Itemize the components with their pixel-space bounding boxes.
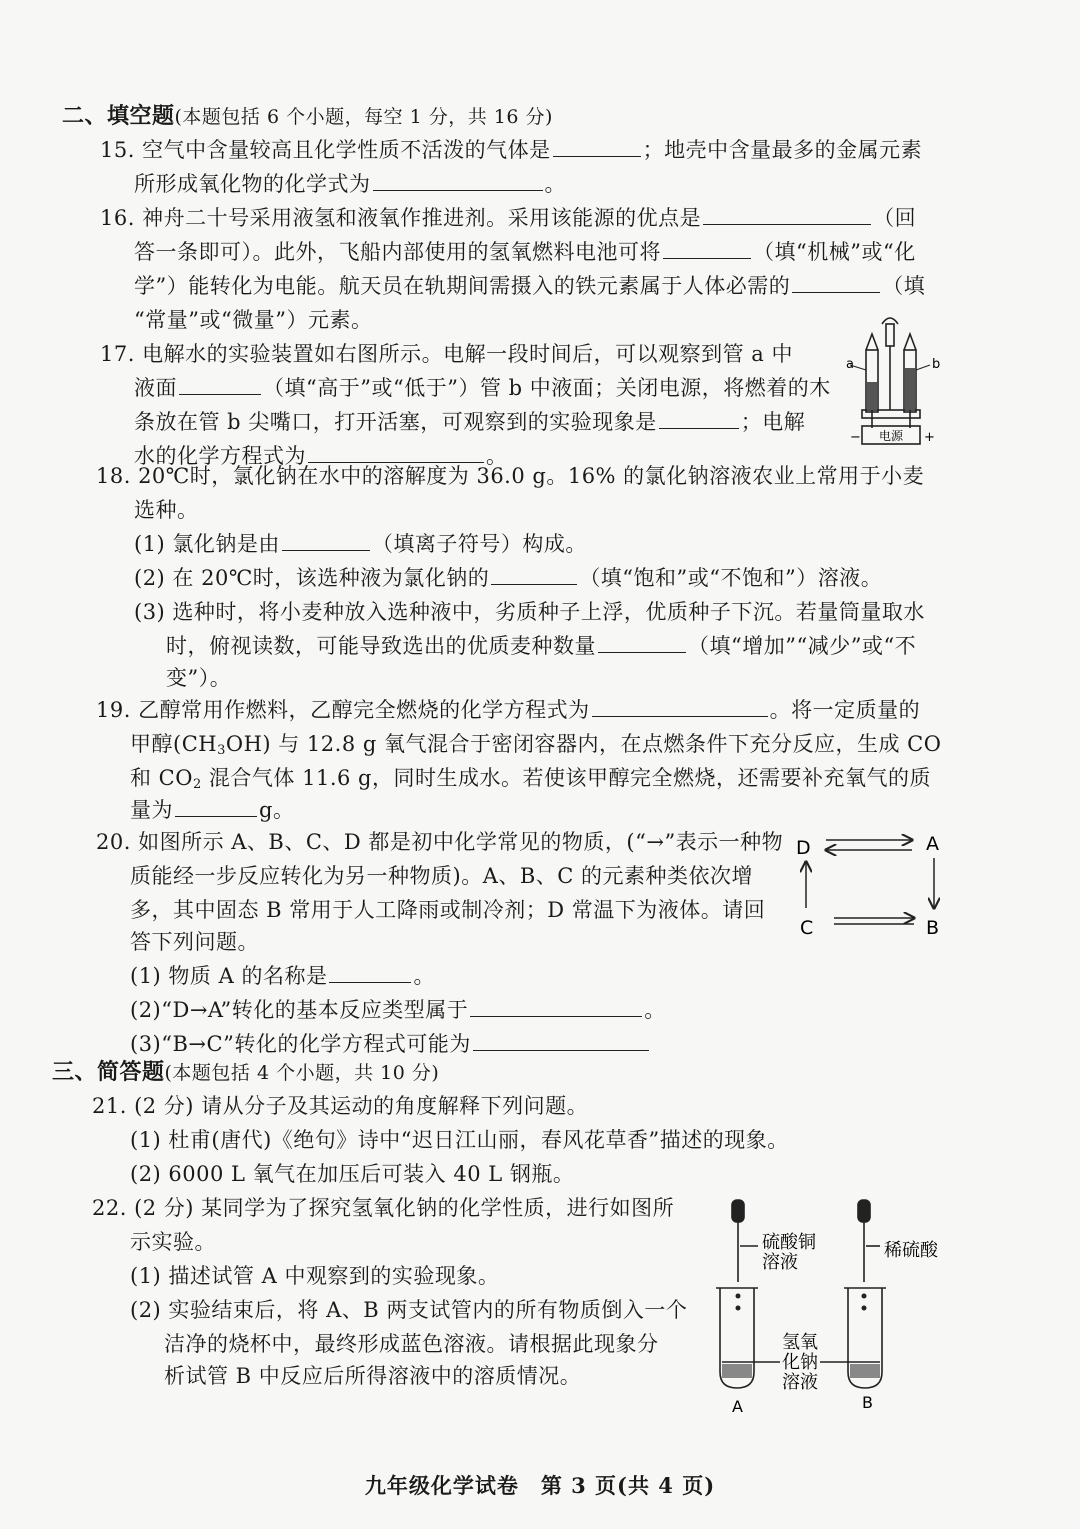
q16-line-2 (134, 238, 916, 266)
q21-sub-1: (1) 杜甫(唐代)《绝句》诗中“迟日江山丽，春风花草香”描述的现象。 (130, 1128, 789, 1152)
q22-sub-2-line-2: 洁净的烧杯中，最终形成蓝色溶液。请根据此现象分 (164, 1332, 659, 1356)
q16-text-2b: （填“机械”或“化 (753, 240, 916, 264)
q15-line-1 (100, 136, 922, 164)
tube-a-label: a (846, 357, 854, 372)
sodium-hydroxide-label-2: 化钠 (782, 1352, 818, 1373)
q15-text-2b: 。 (544, 172, 566, 196)
section-3-title: 三、简答题 (52, 1059, 165, 1085)
q17-text-4a: 水的化学方程式为 (134, 444, 306, 468)
q17-blank-2[interactable] (659, 408, 739, 429)
q18-sub-3-line-3: 变”）。 (166, 666, 232, 690)
q15-text-1b: ；地壳中含量最多的金属元素 (642, 138, 923, 162)
q16-line-1 (100, 204, 916, 232)
q16-line-3 (134, 272, 925, 300)
q19-text-2a: 甲醇(CH (130, 732, 218, 756)
q15-blank-1[interactable] (553, 136, 641, 157)
q18-sub-2 (134, 564, 882, 592)
sodium-hydroxide-label-1: 氢氧 (782, 1332, 818, 1353)
q18-sub-3-line-2 (166, 632, 916, 660)
q18-text-s3l2a: 时，俯视读数，可能导致选出的优质麦种数量 (166, 634, 596, 658)
q17-text-4b: 。 (486, 444, 508, 468)
q20-text-s2a: (2)“D→A”转化的基本反应类型属于 (130, 998, 469, 1022)
q22-sub-2-line-3: 析试管 B 中反应后所得溶液中的溶质情况。 (164, 1364, 582, 1388)
q20-sub-2 (130, 996, 666, 1024)
tube-b-name: B (862, 1393, 873, 1412)
q16-text-2a: 答一条即可）。此外，飞船内部使用的氢氧燃料电池可将 (134, 240, 661, 264)
q18-sub-3-line-1: (3) 选种时，将小麦种放入选种液中，劣质种子上浮，优质种子下沉。若量筒量取水 (134, 600, 925, 624)
q18-text-s1b: （填离子符号）构成。 (371, 532, 587, 556)
q18-text-s3l2b: （填“增加”“减少”或“不 (688, 634, 917, 658)
q18-blank-2[interactable] (491, 564, 577, 585)
q20-line-2: 质能经一步反应转化为另一种物质)。A、B、C 的元素种类依次增 (130, 864, 754, 888)
q18-text-s2a: (2) 在 20℃时，该选种液为氯化钠的 (134, 566, 490, 590)
q22-sub-1: (1) 描述试管 A 中观察到的实验现象。 (130, 1264, 500, 1288)
section-2-note: (本题包括 6 个小题，每空 1 分，共 16 分) (174, 106, 553, 128)
node-c: C (800, 917, 814, 939)
q20-text-s1a: (1) 物质 A 的名称是 (130, 964, 328, 988)
page-footer: 九年级化学试卷 第 3 页(共 4 页) (364, 1473, 716, 1498)
electrolysis-apparatus-figure (838, 310, 948, 452)
q22-sub-2-line-1: (2) 实验结束后，将 A、B 两支试管内的所有物质倒入一个 (130, 1298, 688, 1322)
q18-sub-1 (134, 530, 587, 558)
tube-a-name: A (732, 1397, 743, 1416)
q20-text-s2b: 。 (644, 998, 666, 1022)
test-tubes-figure (710, 1196, 960, 1418)
q15-line-2 (134, 170, 566, 198)
dropper-a-bulb (732, 1200, 744, 1222)
q21-line-1: 21. (2 分) 请从分子及其运动的角度解释下列问题。 (92, 1094, 589, 1118)
power-minus-label: − (850, 430, 861, 445)
q17-line-3 (134, 408, 805, 436)
q19-line-4 (130, 796, 294, 824)
q19-text-4b: g。 (259, 798, 295, 822)
q19-blank-2[interactable] (175, 796, 257, 817)
q19-text-2b: OH) 与 12.8 g 氧气混合于密闭容器内，在点燃条件下充分反应，生成 CO (225, 732, 942, 756)
q17-line-1: 17. 电解水的实验装置如右图所示。电解一段时间后，可以观察到管 a 中 (100, 342, 793, 366)
q19-text-3a: 和 CO (130, 766, 193, 790)
q19-text-1b: 。将一定质量的 (769, 698, 921, 722)
q20-sub-1 (130, 962, 435, 990)
q18-line-2: 选种。 (134, 498, 199, 522)
q17-text-2a: 液面 (134, 376, 177, 400)
dilute-sulfuric-acid-label: 稀硫酸 (884, 1240, 938, 1261)
q20-sub-3 (130, 1030, 651, 1058)
q20-line-3: 多，其中固态 B 常用于人工降雨或制冷剂；D 常温下为液体。请回 (130, 898, 766, 922)
section-3-heading (52, 1058, 439, 1087)
q16-line-4: “常量”或“微量”）元素。 (134, 308, 373, 332)
q20-blank-3[interactable] (473, 1030, 649, 1051)
abcd-conversion-diagram (788, 826, 952, 942)
q20-line-4: 答下列问题。 (130, 930, 259, 954)
q17-blank-3[interactable] (308, 442, 484, 463)
q20-line-1: 20. 如图所示 A、B、C、D 都是初中化学常见的物质，(“→”表示一种物 (96, 830, 784, 854)
q19-text-4a: 量为 (130, 798, 173, 822)
q17-text-2b: （填“高于”或“低于”）管 b 中液面；关闭电源，将燃着的木 (263, 376, 831, 400)
q16-text-3b: （填 (882, 274, 926, 298)
q16-blank-3[interactable] (792, 272, 880, 293)
q15-text-2a: 所形成氧化物的化学式为 (134, 172, 371, 196)
q19-subscript-3: 3 (217, 743, 226, 758)
copper-sulfate-label-2: 溶液 (762, 1252, 798, 1273)
q20-blank-1[interactable] (329, 962, 411, 983)
section-3-note: (本题包括 4 个小题，共 10 分) (164, 1062, 440, 1084)
q16-blank-1[interactable] (703, 204, 871, 225)
q17-text-3a: 条放在管 b 尖嘴口，打开活塞，可观察到的实验现象是 (134, 410, 657, 434)
q22-line-1: 22. (2 分) 某同学为了探究氢氧化钠的化学性质，进行如图所 (92, 1196, 675, 1220)
section-2-title: 二、填空题 (62, 103, 175, 129)
q17-blank-1[interactable] (179, 374, 261, 395)
section-2-heading (62, 102, 553, 131)
node-a: A (926, 833, 939, 855)
q15-blank-2[interactable] (373, 170, 543, 191)
q18-blank-3[interactable] (598, 632, 686, 653)
q21-sub-2: (2) 6000 L 氧气在加压后可装入 40 L 钢瓶。 (130, 1162, 575, 1186)
q18-blank-1[interactable] (282, 530, 370, 551)
q18-text-s2b: （填“饱和”或“不饱和”）溶液。 (579, 566, 883, 590)
q18-line-1: 18. 20℃时，氯化钠在水中的溶解度为 36.0 g。16% 的氯化钠溶液农业上常用于小麦 (96, 464, 925, 488)
q16-text-3a: 学”）能转化为电能。航天员在轨期间需摄入的铁元素属于人体必需的 (134, 274, 791, 298)
q22-line-2: 示实验。 (130, 1230, 216, 1254)
q15-text-1a: 15. 空气中含量较高且化学性质不活泼的气体是 (100, 138, 551, 162)
q16-blank-2[interactable] (663, 238, 751, 259)
node-d: D (796, 837, 811, 859)
q19-line-1 (96, 696, 920, 724)
q20-text-s1b: 。 (413, 964, 435, 988)
q17-text-3b: ；电解 (740, 410, 806, 434)
q19-line-3 (130, 764, 931, 792)
tube-b-label: b (932, 357, 941, 372)
q19-blank-1[interactable] (592, 696, 768, 717)
q16-text-1b: （回 (873, 206, 917, 230)
q20-blank-2[interactable] (470, 996, 642, 1017)
q19-text-1a: 19. 乙醇常用作燃料，乙醇完全燃烧的化学方程式为 (96, 698, 590, 722)
q18-text-s1a: (1) 氯化钠是由 (134, 532, 280, 556)
q19-subscript-2: 2 (192, 777, 202, 792)
q16-text-1a: 16. 神舟二十号采用液氢和液氧作推进剂。采用该能源的优点是 (100, 206, 702, 230)
power-supply-label: 电源 (878, 429, 904, 443)
copper-sulfate-label-1: 硫酸铜 (762, 1232, 816, 1253)
q20-text-s3a: (3)“B→C”转化的化学方程式可能为 (130, 1032, 471, 1056)
node-b: B (926, 917, 940, 939)
dropper-b-bulb (858, 1200, 870, 1222)
q19-line-2 (130, 730, 941, 758)
q17-line-2 (134, 374, 831, 402)
power-plus-label: + (924, 430, 935, 445)
sodium-hydroxide-label-3: 溶液 (782, 1372, 818, 1393)
q19-text-3b: 混合气体 11.6 g，同时生成水。若使该甲醇完全燃烧，还需要补充氧气的质 (201, 766, 931, 790)
